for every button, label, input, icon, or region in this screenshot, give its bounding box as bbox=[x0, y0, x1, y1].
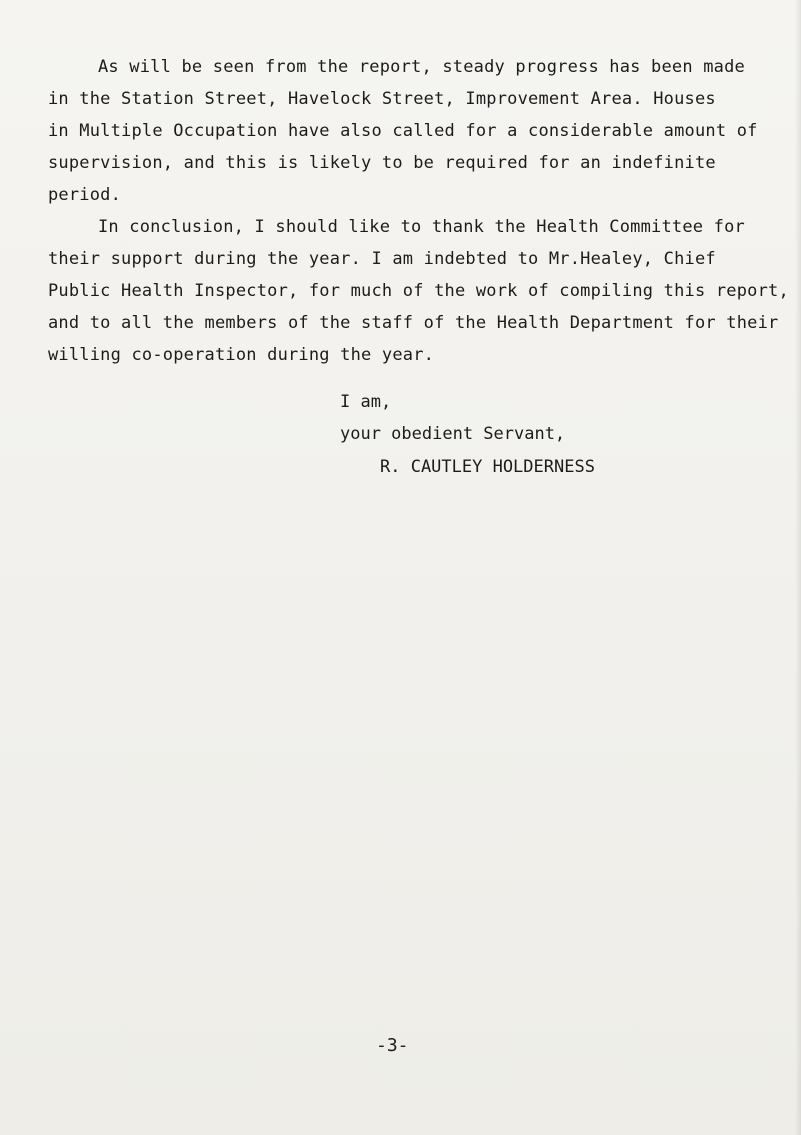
paragraph-1-line-2: in the Station Street, Havelock Street, Improvement Area. Houses bbox=[48, 89, 716, 109]
page-number: -3- bbox=[376, 1035, 409, 1056]
closing-salutation: I am, bbox=[340, 392, 392, 412]
paragraph-1-line-5: period. bbox=[48, 185, 122, 205]
paragraph-2-line-3: Public Health Inspector, for much of the work of compiling this report, bbox=[48, 281, 789, 301]
paragraph-2-line-5: willing co-operation during the year. bbox=[48, 345, 435, 365]
paragraph-2-line-1: In conclusion, I should like to thank the Health Committee for bbox=[98, 217, 745, 237]
closing-servant: your obedient Servant, bbox=[340, 424, 566, 444]
paragraph-2-line-4: and to all the members of the staff of the Health Department for their bbox=[48, 313, 779, 333]
page-edge-shadow bbox=[795, 0, 801, 1135]
signature: R. CAUTLEY HOLDERNESS bbox=[380, 457, 595, 477]
paragraph-1-line-4: supervision, and this is likely to be required for an indefinite bbox=[48, 153, 716, 173]
paragraph-2-line-2: their support during the year. I am indebted to Mr.Healey, Chief bbox=[48, 249, 716, 269]
paragraph-1-line-1: As will be seen from the report, steady progress has been made bbox=[98, 57, 745, 77]
paragraph-1-line-3: in Multiple Occupation have also called for a considerable amount of bbox=[48, 121, 758, 141]
